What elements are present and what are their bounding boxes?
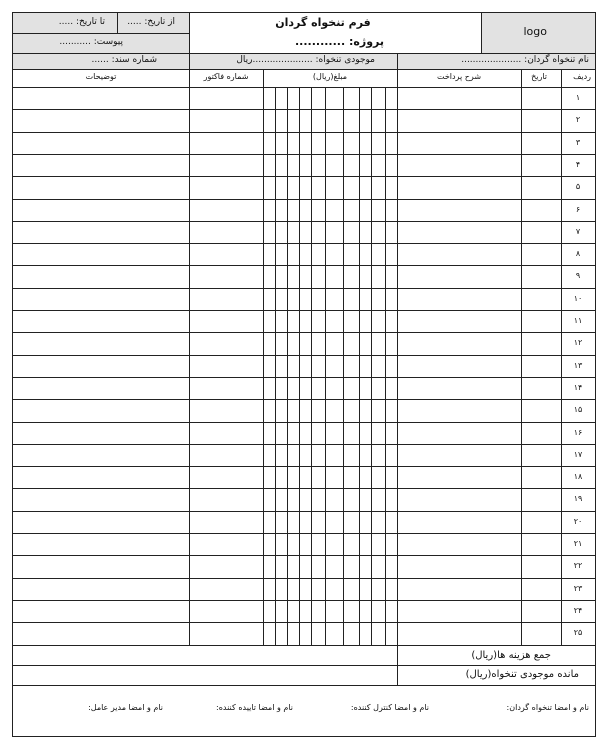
- col-row: ردیف: [573, 72, 591, 81]
- row-number: ۱۲: [573, 338, 583, 348]
- row-number: ۲۲: [573, 561, 583, 571]
- row-rule: [13, 511, 595, 512]
- row-number: ۵: [575, 182, 581, 192]
- from-date: از تاریخ: .....: [127, 17, 175, 27]
- row-number: ۱۱: [573, 316, 583, 325]
- row-number: ۶: [575, 204, 581, 214]
- row-rule: [13, 154, 595, 155]
- row-number: ۴: [575, 159, 581, 169]
- row-rule: [13, 422, 595, 423]
- row-number: ۲۳: [573, 583, 583, 593]
- row-rule: [13, 288, 595, 289]
- amount-digit-rule: [299, 87, 300, 645]
- row-rule: [13, 310, 595, 311]
- amount-digit-rule: [371, 87, 372, 645]
- row-number: ۲: [575, 115, 581, 125]
- header-rule: [13, 87, 595, 88]
- remaining-balance-label: مانده موجودی تنخواه(ریال): [465, 669, 579, 680]
- column-rule: [521, 69, 522, 645]
- row-rule: [13, 622, 595, 623]
- row-rule: [13, 555, 595, 556]
- column-rule: [263, 69, 264, 645]
- row-number: ۷: [575, 226, 581, 236]
- row-rule: [13, 399, 595, 400]
- row-number: ۱۰: [573, 293, 583, 303]
- row-rule: [13, 600, 595, 601]
- total-expenses-label: جمع هزینه ها(ریال): [471, 650, 551, 661]
- amount-digit-rule: [287, 87, 288, 645]
- attachment: پیوست: ...........: [59, 37, 123, 47]
- row-number: ۱۹: [573, 494, 583, 504]
- col-amount: مبلغ(ریال): [312, 72, 348, 81]
- row-number: ۲۰: [573, 516, 583, 526]
- logo-text: logo: [523, 25, 547, 38]
- signature-approver: نام و امضا تاییده کننده:: [216, 703, 293, 712]
- column-rule: [397, 69, 398, 645]
- row-number: ۱۵: [573, 405, 583, 415]
- row-rule: [13, 221, 595, 222]
- amount-digit-rule: [343, 87, 344, 645]
- row-rule: [13, 377, 595, 378]
- row-number: ۱: [575, 93, 581, 102]
- amount-digit-rule: [275, 87, 276, 645]
- to-date: تا تاریخ: .....: [58, 17, 105, 27]
- row-rule: [13, 265, 595, 266]
- row-number: ۲۱: [573, 539, 583, 548]
- row-rule: [13, 645, 595, 646]
- row-rule: [13, 466, 595, 467]
- col-notes: توضیحات: [85, 72, 117, 81]
- row-rule: [13, 176, 595, 177]
- row-rule: [13, 444, 595, 445]
- signature-controller: نام و امضا کنترل کننده:: [350, 703, 429, 712]
- amount-digit-rule: [311, 87, 312, 645]
- row-number: ۱۶: [573, 427, 583, 437]
- row-rule: [13, 355, 595, 356]
- row-rule: [13, 199, 595, 200]
- row-number: ۸: [575, 249, 581, 259]
- totals-rule: [13, 665, 595, 666]
- col-payment-description: شرح پرداخت: [436, 72, 482, 81]
- row-number: ۱۴: [573, 382, 583, 392]
- column-rule: [189, 69, 190, 645]
- signature-managing-director: نام و امضا مدیر عامل:: [88, 703, 163, 712]
- row-number: ۲۴: [573, 605, 583, 615]
- row-rule: [13, 332, 595, 333]
- row-number: ۳: [575, 137, 581, 147]
- document-number: شماره سند: ......: [91, 55, 157, 65]
- project-label: پروژه: ............: [295, 35, 385, 48]
- row-number: ۲۵: [573, 628, 583, 638]
- amount-digit-rule: [385, 87, 386, 645]
- col-date: تاریخ: [531, 72, 547, 81]
- row-rule: [13, 533, 595, 534]
- row-number: ۱۳: [573, 360, 583, 370]
- row-rule: [13, 243, 595, 244]
- row-rule: [13, 578, 595, 579]
- totals-divider: [397, 645, 398, 685]
- petty-cash-form: [12, 12, 596, 737]
- amount-digit-rule: [325, 87, 326, 645]
- petty-cash-balance: موجودی تنخواه: .....................ریال: [236, 55, 375, 65]
- form-title: فرم تنخواه گردان: [275, 16, 371, 29]
- row-rule: [13, 109, 595, 110]
- petty-cash-holder: نام تنخواه گردان: .....................: [461, 55, 589, 65]
- amount-digit-rule: [359, 87, 360, 645]
- row-rule: [13, 132, 595, 133]
- row-number: ۹: [575, 271, 581, 281]
- row-rule: [13, 488, 595, 489]
- row-number: ۱۸: [573, 472, 583, 482]
- expense-table: [13, 13, 595, 736]
- remaining-rule: [13, 685, 595, 686]
- column-rule: [561, 69, 562, 645]
- row-number: ۱۷: [573, 449, 583, 459]
- signature-holder: نام و امضا تنخواه گردان:: [506, 703, 589, 712]
- col-invoice-number: شماره فاکتور: [203, 72, 249, 81]
